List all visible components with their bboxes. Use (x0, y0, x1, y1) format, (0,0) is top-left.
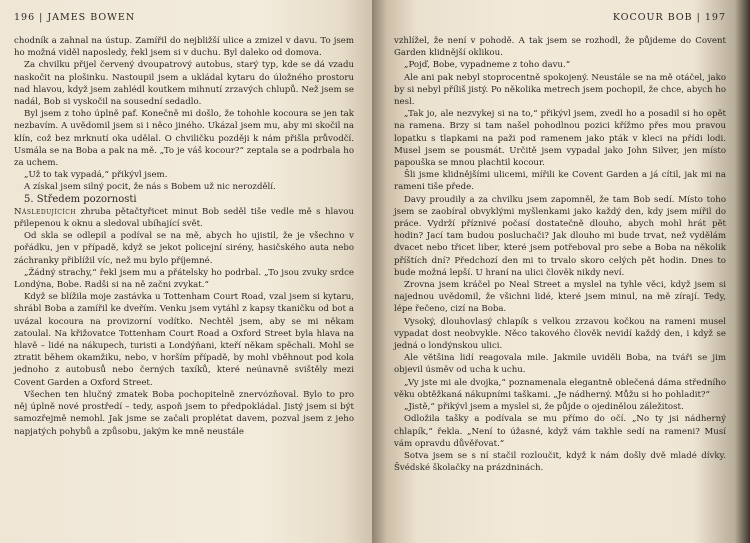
paragraph: Odložila tašky a podívala se mu přímo do očí. „No ty jsi nádherný chlapík,“ řekla. „Není to úžasné, když vám takhle sedí na rameni? Musí vám opravdu důvěřovat.“ (394, 414, 726, 449)
paragraph: vzhlížel, že není v pohodě. A tak jsem se rozhodl, že půjdeme do Covent Garden klidnější oklikou. (394, 36, 726, 59)
right-running-head-title: KOCOUR BOB (612, 12, 693, 23)
paragraph: Sotva jsem se s ní stačil rozloučit, když k nám došly dvě mladé dívky. Švédské školačky na prázdninách. (394, 450, 726, 474)
section-title: 5. Středem pozornosti (24, 193, 137, 205)
paragraph: Ale ani pak nebyl stoprocentně spokojený. Neustále se na mě otáčel, jako by si nebyl příliš jistý. Po několika metrech jsem pochopil, že chce, abych ho nesl. (394, 72, 726, 108)
paragraph: Byl jsem z toho úplně paf. Konečně mi došlo, že tohohle kocoura se jen tak nezbavím. A uvědomil jsem si i něco jiného. Ukázal jsem mu, aby mi skočil na klín, což bez mrknutí oka udělal. O chviličku později k nám přišla průvodčí. Usmála se na Boba a pak na mě. „To je váš kocour?“ zeptala se a podrbala ho za uchem. (14, 109, 354, 169)
right-page (372, 0, 750, 543)
left-page (0, 0, 372, 543)
paragraph: chodník a zahnal na ústup. Zamířil do nejbližší ulice a zmizel v davu. To jsem ho možná viděl naposledy, řekl jsem si v duchu. Byl daleko od domova. (14, 36, 354, 59)
paragraph: Všechen ten hlučný zmatek Boba pochopitelně znervózňoval. Bylo to pro něj úplně nové prostředí – tedy, aspoň jsem to předpokládal. Jistý jsem si být samozřejmě nemohl. Jak jsme se začali proplétat davem, pozval jsem z jeho napjatých pohybů a způsobu, jakým ke mně neustále (14, 389, 354, 437)
lead-word: Následujících (14, 206, 77, 217)
running-head-separator: | (696, 12, 701, 23)
left-page-number: 196 (14, 12, 36, 23)
right-running-head (394, 12, 726, 23)
right-page-number: 197 (704, 12, 726, 23)
paragraph: Zrovna jsem kráčel po Neal Street a myslel na tyhle věci, když jsem si najednou uvědomil, že všichni lidé, které jsem minul, na mě zírají. Tedy, lépe řečeno, cizí na Boba. (394, 280, 726, 315)
paragraph: „Vy jste mi ale dvojka,“ poznamenala elegantně oblečená dáma středního věku obtěžkaná nákupními taškami. „Je nádherný. Můžu si ho pohladit?“ (394, 377, 726, 400)
paragraph: Když se blížila moje zastávka u Tottenham Court Road, vzal jsem si kytaru, shrábl Boba a zamířil ke dveřím. Venku jsem vytáhl z kapsy tkaničku od bot a uvázal kocoura na provizorní vodítko. Nechtěl jsem, aby se mi někam zatoulal. Na křižovatce Tottenham Court Road a Oxford Street byla hlava na hlavě – lidé na nákupech, turisti a Londýňani, kteří někam spěchali. Mohl se ztratit během okamžiku, nebo, v horším případě, by mohl vběhnout pod kola jednoho z autobusů nebo černých taxíků, které neúnavně svištěly mezi Covent Garden a Oxford Street. (14, 292, 354, 388)
paragraph: „Žádný strachy,“ řekl jsem mu a přátelsky ho podrbal. „To jsou zvuky srdce Londýna, Bobe. Radši si na ně začni zvykat.“ (14, 267, 354, 291)
paragraph: „Tak jo, ale nezvykej si na to,“ přikývl jsem, zvedl ho a posadil si ho opět na ramena. Brzy si tam našel pohodlnou pozici křížmo přes mou pravou lopatku s tlapkami na paži pod ramenem jako pták v kleci na přídi lodi. Musel jsem se pousmát. Určitě jsem vypadal jako John Silver, jen místo papouška se mnou plachtil kocour. (394, 109, 726, 169)
lead-paragraph-text: zhruba pětačtyřicet minut Bob seděl tiše vedle mě s hlavou přilepenou k oknu a sledoval ubíhající svět. (14, 206, 354, 230)
section-first-paragraph (14, 206, 354, 230)
paragraph: „Už to tak vypadá,“ přikývl jsem. (24, 170, 168, 181)
paragraph: „Pojď, Bobe, vypadneme z toho davu.“ (404, 60, 571, 71)
paragraph: Vysoký, dlouhovlasý chlapík s velkou zrzavou kočkou na rameni musel vypadat dost neobvykle. Něco takového člověk nevidí každý den, i když se jedná o londýnskou ulici. (394, 316, 726, 352)
left-page-text (14, 35, 354, 438)
paragraph: Za chvilku přijel červený dvoupatrový autobus, starý typ, kde se dá vzadu naskočit na plošinku. Nastoupil jsem a ukládal kytaru do úložného prostoru nad hlavou, když jsem zahlédl koutkem mihnutí zrzavých chlupů. Než jsem se nadál, Bob si vyskočil na sousední sedadlo. (14, 60, 354, 108)
paragraph: Šli jsme klidnějšími ulicemi, mířili ke Covent Garden a já cítil, jak mi na rameni tiše přede. (394, 170, 726, 193)
running-head-separator: | (39, 12, 44, 23)
left-running-head-title: JAMES BOWEN (47, 12, 136, 23)
paragraph: Ale většina lidí reagovala mile. Jakmile uviděli Boba, na tváři se jim objevil úsměv od ucha k uchu. (394, 353, 726, 376)
paragraph: A získal jsem silný pocit, že nás s Bobem už nic nerozdělí. (24, 182, 276, 193)
right-page-text (394, 35, 726, 474)
left-running-head (14, 12, 354, 23)
paragraph: Davy proudily a za chvilku jsem zapomněl, že tam Bob sedí. Místo toho jsem se zaobíral obvyklými myšlenkami jako každý den, kdy jsem mířil do práce. Vydrží příznivé počasí dostatečně dlouho, abych mohl hrát pět hodin? Jací tam budou posluchači? Jak dlouho mi bude trvat, než vydělám dvacet nebo třicet liber, které jsem potřeboval pro sebe a Boba na několik příštích dní? Předchozí den mi to trvalo skoro celých pět hodin. Dnes to bude možná lepší. U hraní na ulici člověk nikdy neví. (394, 194, 726, 278)
paragraph: „Jistě,“ přikývl jsem a myslel si, že půjde o ojedinělou záležitost. (404, 402, 684, 413)
paragraph: Od skla se odlepil a podíval se na mě, abych ho ujistil, že je všechno v pořádku, jen v případě, když se jekot policejní sirény, hasičského auta nebo záchranky přiblížil víc, než mu bylo příjemné. (14, 231, 354, 266)
